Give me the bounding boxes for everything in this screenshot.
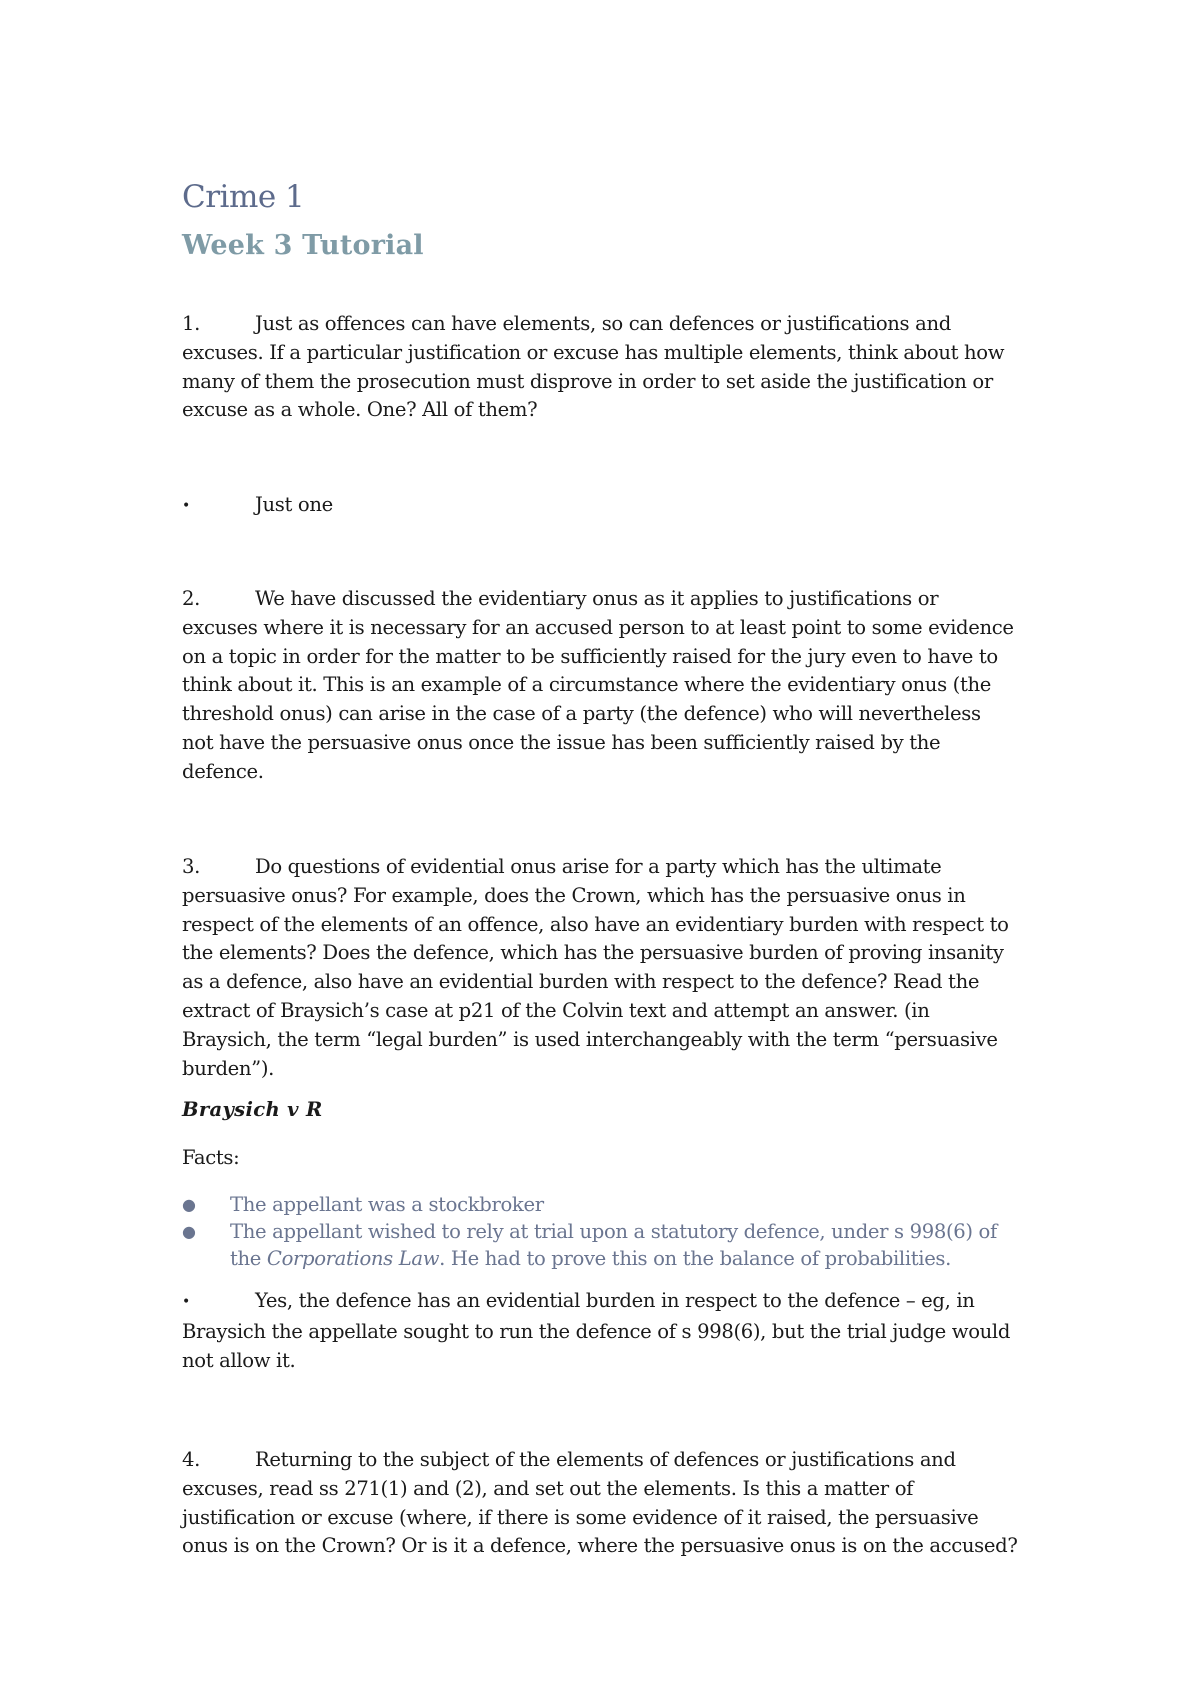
question-2-line-2: excuses where it is necessary for an accused person to at least point to some evidence [182, 615, 1014, 639]
case-heading: Braysich v R [182, 1098, 323, 1121]
document-title: Crime 1 [182, 179, 305, 215]
question-3-line-5: as a defence, also have an evidential burden with respect to the defence? Read the [182, 970, 980, 994]
fact-item [182, 1191, 1022, 1218]
question-4 [182, 1446, 1022, 1561]
question-2-line-7: defence. [182, 759, 264, 783]
question-3-line-7: Braysich, the term “legal burden” is used interchangeably with the term “persuasive [182, 1027, 998, 1051]
answer-1 [182, 491, 1022, 522]
question-number: 4. [182, 1448, 200, 1471]
bullet-icon: • [182, 1294, 190, 1310]
question-2-line-1 [182, 585, 1022, 614]
facts-label: Facts: [182, 1146, 240, 1169]
question-number: 1. [182, 312, 200, 335]
answer-3-line-3: not allow it. [182, 1348, 296, 1372]
bullet-icon: ● [182, 1195, 196, 1214]
question-4-line-2: excuses, read ss 271(1) and (2), and set out the elements. Is this a matter of [182, 1476, 914, 1500]
question-1-line-4: excuse as a whole. One? All of them? [182, 398, 538, 422]
bullet-icon: ● [182, 1222, 196, 1241]
fact-text: . He had to prove this on the balance of probabilities. [439, 1247, 952, 1270]
answer-3-line-2: Braysich the appellate sought to run the defence of s 998(6), but the trial judge would [182, 1319, 1011, 1343]
question-3-line-4: the elements? Does the defence, which has the persuasive burden of proving insanity [182, 941, 1004, 965]
question-number: 2. [182, 587, 200, 610]
fact-text: The appellant wished to rely at trial upon a statutory defence, under s 998(6) of [230, 1220, 997, 1243]
question-4-line-3: justification or excuse (where, if there is some evidence of it raised, the persuasive [182, 1505, 979, 1529]
question-1 [182, 310, 1022, 425]
question-3 [182, 853, 1022, 1083]
facts-list [182, 1191, 1022, 1272]
answer-3 [182, 1287, 1022, 1375]
question-text: We have discussed the evidentiary onus as it applies to justifications or [255, 587, 939, 610]
answer-text: Just one [255, 493, 333, 516]
question-text: Just as offences can have elements, so can defences or justifications and [255, 312, 951, 335]
answer-3-line-1 [182, 1287, 1022, 1318]
answer-text: Yes, the defence has an evidential burden in respect to the defence – eg, in [255, 1289, 975, 1312]
question-2-line-4: think about it. This is an example of a circumstance where the evidentiary onus (the [182, 673, 991, 697]
document-subtitle: Week 3 Tutorial [182, 230, 424, 261]
statute-name: Corporations Law [266, 1247, 440, 1270]
question-3-line-8: burden”). [182, 1056, 275, 1080]
question-1-line-2: excuses. If a particular justification or excuse has multiple elements, think about how [182, 340, 1005, 364]
question-3-line-1 [182, 853, 1022, 882]
question-text: Returning to the subject of the elements of defences or justifications and [255, 1448, 956, 1471]
question-4-line-4: onus is on the Crown? Or is it a defence, where the persuasive onus is on the accused? [182, 1534, 1018, 1558]
fact-text: the [230, 1247, 267, 1270]
question-2-line-3: on a topic in order for the matter to be sufficiently raised for the jury even to have to [182, 644, 998, 668]
question-1-line-3: many of them the prosecution must disprove in order to set aside the justification or [182, 369, 993, 393]
question-2 [182, 585, 1022, 787]
question-3-line-3: respect of the elements of an offence, also have an evidentiary burden with respect to [182, 912, 1009, 936]
fact-item [182, 1218, 1022, 1272]
question-2-line-5: threshold onus) can arise in the case of a party (the defence) who will nevertheless [182, 702, 981, 726]
bullet-icon: • [182, 498, 190, 514]
question-3-line-6: extract of Braysich’s case at p21 of the Colvin text and attempt an answer. (in [182, 998, 930, 1022]
question-3-line-2: persuasive onus? For example, does the Crown, which has the persuasive onus in [182, 883, 966, 907]
question-2-line-6: not have the persuasive onus once the issue has been sufficiently raised by the [182, 730, 941, 754]
fact-text: The appellant was a stockbroker [230, 1193, 544, 1216]
question-1-line-1 [182, 310, 1022, 339]
question-text: Do questions of evidential onus arise for a party which has the ultimate [255, 855, 942, 878]
question-number: 3. [182, 855, 200, 878]
question-4-line-1 [182, 1446, 1022, 1475]
